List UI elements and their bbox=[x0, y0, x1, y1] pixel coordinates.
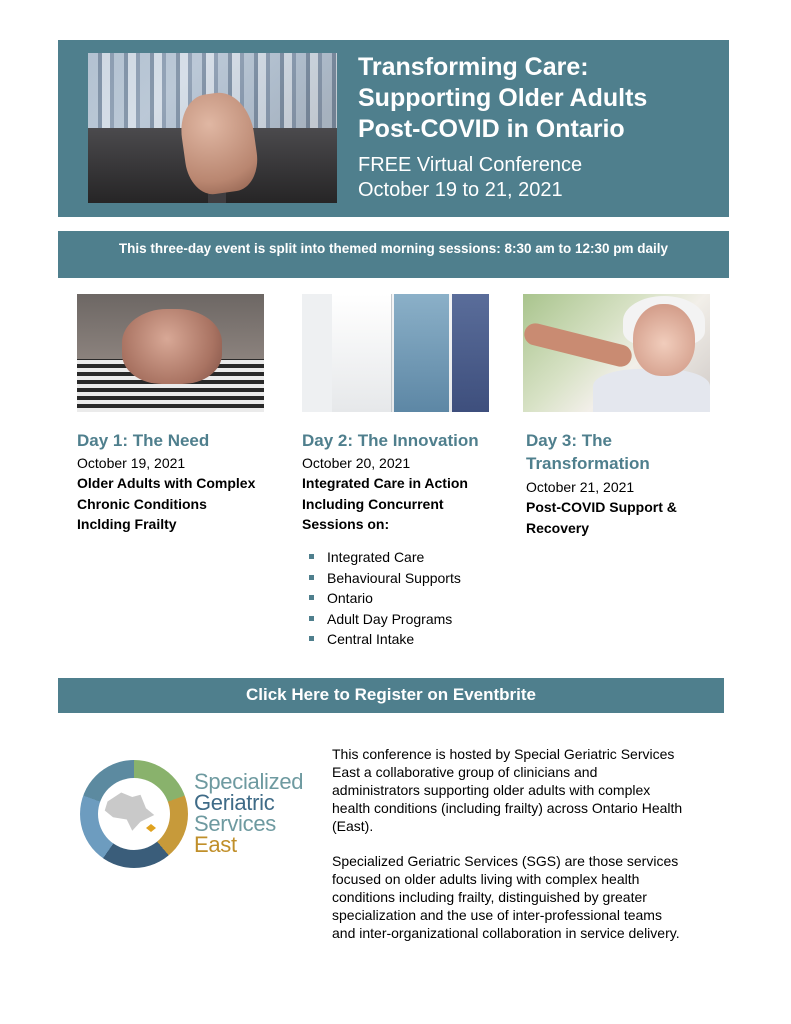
sgs-brand-name bbox=[194, 771, 303, 855]
paragraph-line: and inter-organizational collaboration in service delivery. bbox=[332, 925, 680, 941]
desc-line: Sessions on: bbox=[302, 516, 390, 532]
title-line: Supporting Older Adults bbox=[358, 84, 648, 112]
paragraph-line: (East). bbox=[332, 818, 374, 834]
conference-subtitle bbox=[358, 153, 582, 203]
title-line: Transforming Care: bbox=[358, 53, 589, 81]
day1-title bbox=[77, 429, 209, 452]
brand-word: Services bbox=[194, 811, 276, 836]
paragraph-line: focused on older adults living with complex health bbox=[332, 871, 640, 887]
paragraph-line: health conditions (including frailty) across Ontario Health bbox=[332, 800, 683, 816]
day1-date: October 19, 2021 bbox=[77, 455, 186, 471]
day1-title-line: Day 1: The Need bbox=[77, 431, 210, 450]
day2-title bbox=[302, 429, 479, 452]
title-line: Post-COVID in Ontario bbox=[358, 115, 625, 143]
day1-description bbox=[77, 473, 255, 535]
brand-word: Geriatric bbox=[194, 790, 275, 815]
about-paragraph-1 bbox=[332, 745, 722, 835]
desc-line: Integrated Care in Action bbox=[302, 475, 468, 491]
list-item: Central Intake bbox=[308, 629, 508, 650]
day3-photo bbox=[523, 294, 710, 412]
register-eventbrite-link[interactable]: Click Here to Register on Eventbrite bbox=[58, 678, 724, 713]
list-item-continuation: Ontario bbox=[308, 588, 508, 609]
day3-title-line: Day 3: The bbox=[526, 431, 612, 450]
list-item: Behavioural Supports bbox=[308, 568, 508, 589]
day3-title bbox=[526, 429, 650, 475]
day2-description bbox=[302, 473, 468, 535]
desc-line: Inclding Frailty bbox=[77, 516, 177, 532]
brand-word: East bbox=[194, 832, 237, 857]
subtitle-line: FREE Virtual Conference bbox=[358, 154, 583, 176]
day2-date: October 20, 2021 bbox=[302, 455, 411, 471]
paragraph-line: East a collaborative group of clinicians and bbox=[332, 764, 598, 780]
day3-description bbox=[526, 497, 677, 538]
desc-line: Recovery bbox=[526, 519, 590, 536]
session-list bbox=[308, 547, 508, 650]
event-schedule-note: This three-day event is split into themed morning sessions: 8:30 am to 12:30 pm daily bbox=[58, 231, 729, 278]
paragraph-line: conditions including frailty, distinguished by greater bbox=[332, 889, 647, 905]
paragraph-line: Specialized Geriatric Services (SGS) are those services bbox=[332, 853, 679, 869]
day1-photo bbox=[77, 294, 264, 412]
day2-photo bbox=[302, 294, 489, 412]
list-item: Integrated Care bbox=[308, 547, 508, 568]
desc-line: Including Concurrent bbox=[302, 495, 444, 512]
header-banner bbox=[58, 40, 729, 217]
sgs-logo-icon bbox=[80, 760, 188, 868]
brand-word: Specialized bbox=[194, 769, 304, 794]
banner-photo bbox=[88, 53, 337, 203]
paragraph-line: administrators supporting older adults with complex bbox=[332, 782, 651, 798]
day3-title-line: Transformation bbox=[526, 454, 650, 473]
list-item: Adult Day Programs bbox=[308, 609, 508, 630]
paragraph-line: specialization and the use of inter-professional teams bbox=[332, 907, 662, 923]
day2-title-line: Day 2: The Innovation bbox=[302, 431, 479, 450]
desc-line: Post-COVID Support & bbox=[526, 499, 677, 515]
desc-line: Chronic Conditions bbox=[77, 495, 207, 512]
subtitle-line: October 19 to 21, 2021 bbox=[358, 179, 563, 201]
about-paragraph-2 bbox=[332, 852, 722, 942]
desc-line: Older Adults with Complex bbox=[77, 475, 256, 491]
paragraph-line: This conference is hosted by Special Geriatric Services bbox=[332, 746, 675, 762]
conference-title bbox=[358, 52, 647, 145]
day3-date: October 21, 2021 bbox=[526, 479, 635, 495]
